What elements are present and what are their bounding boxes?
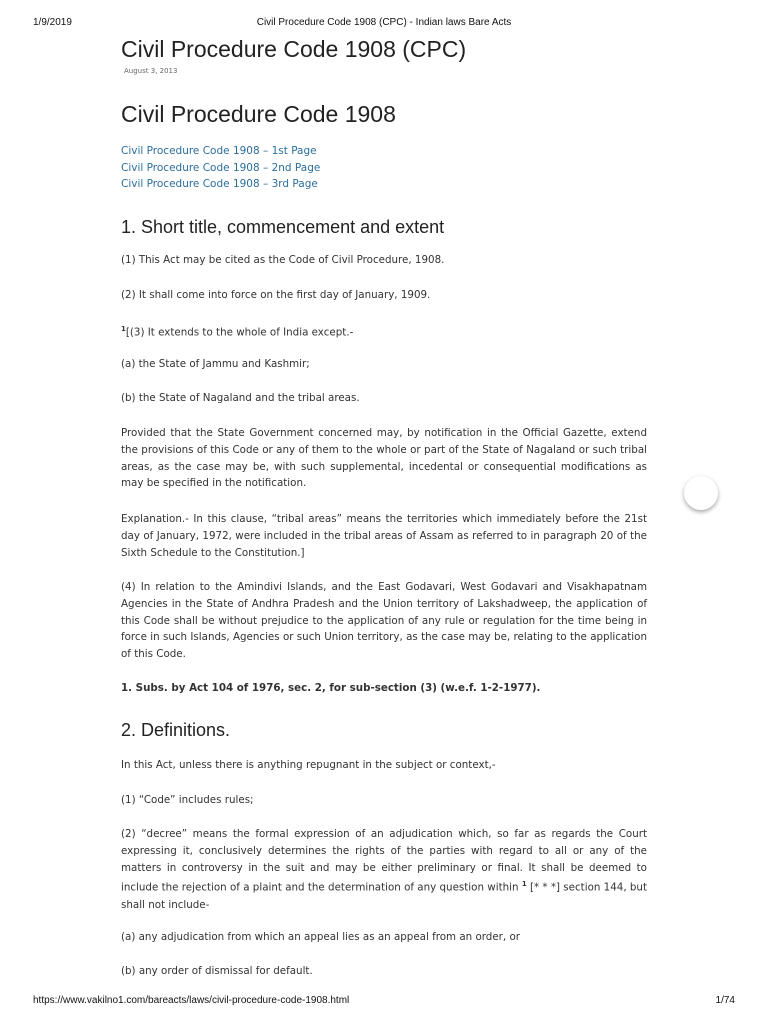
post-date: August 3, 2013 [124,67,178,75]
paragraph: (1) This Act may be cited as the Code of Civil Procedure, 1908. [121,254,445,266]
link-3rd-page[interactable]: Civil Procedure Code 1908 – 3rd Page [121,178,318,190]
paragraph: In this Act, unless there is anything repugnant in the subject or context,- [121,759,496,771]
paragraph: (a) any adjudication from which an appeal lies as an appeal from an order, or [121,931,520,943]
section-heading: 2. Definitions. [121,720,231,740]
print-page-number: 1/74 [715,995,735,1006]
page-links [121,143,647,193]
paragraph: (b) any order of dismissal for default. [121,965,313,977]
print-url: https://www.vakilno1.com/bareacts/laws/civil-procedure-code-1908.html [33,995,350,1006]
footnote-ref: 1 [121,325,126,333]
paragraph: (4) In relation to the Amindivi Islands, and the East Godavari, West Godavari and Visakhapatnam Agencies in the State of Andhra Pradesh and the Union territory of Lakshadweep, the application of this Code shall be without prejudice to the application of any rule or regulation for the time being in force in such Islands, Agencies or such Union territory, as the case may be, relating to the application of this Code. [121,581,647,661]
paragraph: (a) the State of Jammu and Kashmir; [121,358,310,370]
paragraph: (2) It shall come into force on the first day of January, 1909. [121,289,431,301]
paragraph: (2) “decree” means the formal expression of an adjudication which, so far as regards the Court expressing it, conclusively determines the rights of the parties with regard to all or any of the matters in controversy in the suit and may be either preliminary or final. It shall be deemed to include the rejection of a plaint and the determination of any question within $^1$ [* * *] section 144, but shall not include- [121,828,647,911]
print-date: 1/9/2019 [33,17,72,28]
section-heading: 1. Short title, commencement and extent [121,217,445,237]
link-2nd-page[interactable]: Civil Procedure Code 1908 – 2nd Page [121,161,321,174]
paragraph: Provided that the State Government concerned may, by notification in the Official Gazette, extend the provisions of this Code or any of them to the whole or part of the State of Nagaland or such tribal areas, as the case may be, with such supplemental, incedental or consequential modifications as may be specified in the notification. [121,427,647,490]
floating-action-button[interactable] [684,476,718,510]
page-title: Civil Procedure Code 1908 (CPC) [121,36,467,62]
print-title: Civil Procedure Code 1908 (CPC) - Indian laws Bare Acts [256,17,512,28]
paragraph: Explanation.- In this clause, “tribal areas” means the territories which immediately before the 21st day of January, 1972, were included in the tribal areas of Assam as referred to in paragraph 20 of the Sixth Schedule to the Constitution.] [121,513,647,559]
content-title: Civil Procedure Code 1908 [121,101,396,127]
paragraph: $^1$[(3) It extends to the whole of India except.- [121,325,354,339]
paragraph: (1) “Code” includes rules; [121,794,254,806]
link-1st-page[interactable]: Civil Procedure Code 1908 – 1st Page [121,145,317,157]
paragraph: (b) the State of Nagaland and the tribal areas. [121,392,360,404]
footnote-ref: 1 [521,880,527,889]
footnote: 1. Subs. by Act 104 of 1976, sec. 2, for sub-section (3) (w.e.f. 1-2-1977). [121,682,541,694]
